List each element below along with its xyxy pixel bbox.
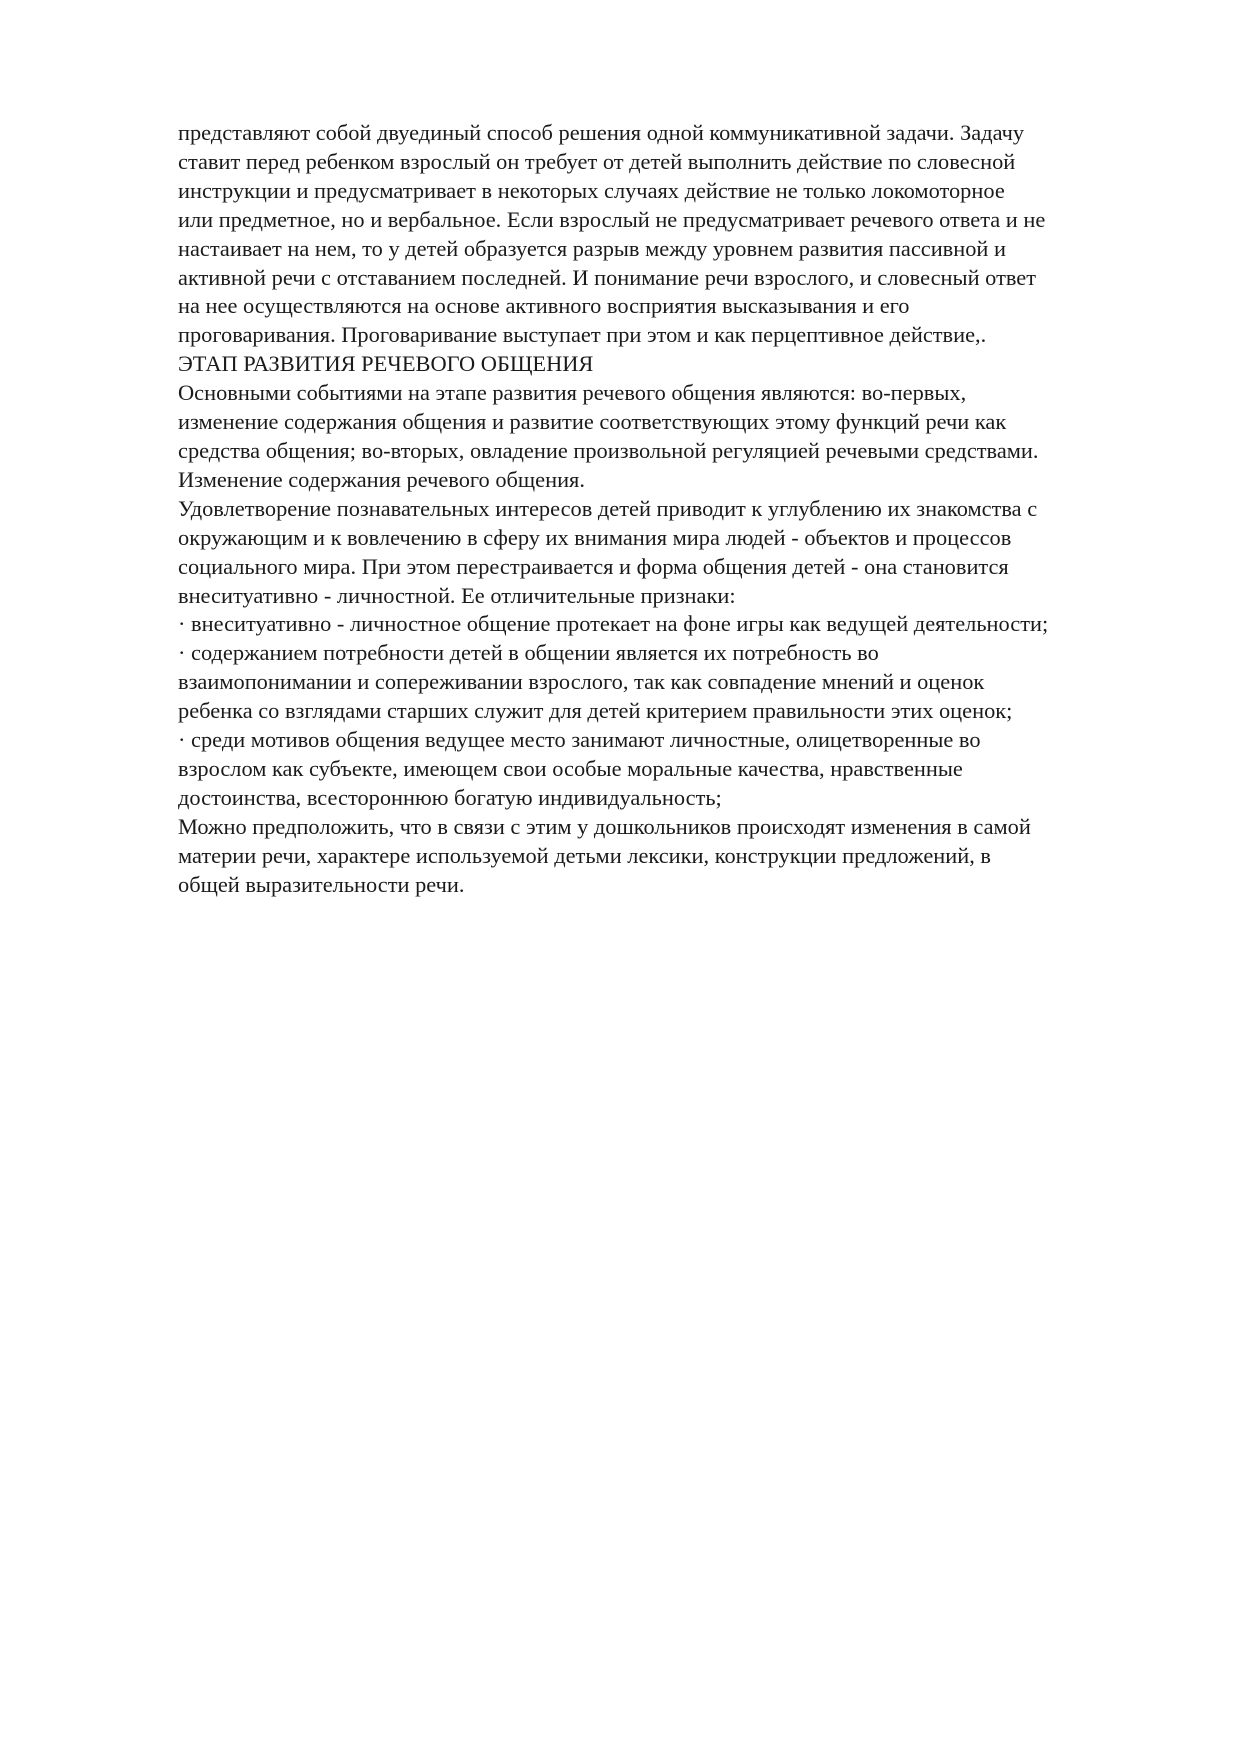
text-line: внеситуативно - личностной. Ее отличительные признаки: [178,582,736,608]
text-line: взаимопонимании и сопереживании взрослого, так как совпадение мнений и оценок [178,669,985,695]
text-line: достоинства, всестороннюю богатую индивидуальность; [178,784,722,810]
text-line: общей выразительности речи. [178,871,465,897]
list-item: · внеситуативно - личностное общение протекает на фоне игры как ведущей деятельности; [178,611,1049,637]
text-line: взрослом как субъекте, имеющем свои особые моральные качества, нравственные [178,755,963,781]
text-line: материи речи, характере используемой детьми лексики, конструкции предложений, в [178,842,991,868]
text-line: или предметное, но и вербальное. Если взрослый не предусматривает речевого ответа и не [178,206,1046,232]
list-item: · содержанием потребности детей в общении является их потребность во [178,640,879,666]
text-line: ребенка со взглядами старших служит для детей критерием правильности этих оценок; [178,698,1013,724]
text-line: проговаривания. Проговаривание выступает при этом и как перцептивное действие,. [178,322,987,348]
text-line: активной речи с отставанием последней. И понимание речи взрослого, и словесный ответ [178,264,1037,290]
text-line: Можно предположить, что в связи с этим у дошкольников происходят изменения в самой [178,813,1031,839]
list-item: · среди мотивов общения ведущее место занимают личностные, олицетворенные во [178,727,981,753]
text-line: изменение содержания общения и развитие соответствующих этому функций речи как [178,409,1007,435]
text-line: Удовлетворение познавательных интересов детей приводит к углублению их знакомства с [178,495,1038,521]
text-line: настаивает на нем, то у детей образуется разрыв между уровнем развития пассивной и [178,235,1006,261]
text-line: социального мира. При этом перестраивается и форма общения детей - она становится [178,553,1009,579]
subheading: Изменение содержания речевого общения. [178,466,585,492]
text-line: окружающим и к вовлечению в сферу их внимания мира людей - объектов и процессов [178,524,1012,550]
section-heading: ЭТАП РАЗВИТИЯ РЕЧЕВОГО ОБЩЕНИЯ [178,351,594,377]
body-text [178,119,1168,899]
text-line: на нее осуществляются на основе активного восприятия высказывания и его [178,293,910,319]
text-line: ставит перед ребенком взрослый он требует от детей выполнить действие по словесной [178,148,1016,174]
text-line: представляют собой двуединый способ решения одной коммуникативной задачи. Задачу [178,120,1025,145]
text-line: Основными событиями на этапе развития речевого общения являются: во-первых, [178,380,967,406]
text-line: инструкции и предусматривает в некоторых случаях действие не только локомоторное [178,177,1005,203]
text-line: средства общения; во-вторых, овладение произвольной регуляцией речевыми средствами. [178,437,1039,463]
